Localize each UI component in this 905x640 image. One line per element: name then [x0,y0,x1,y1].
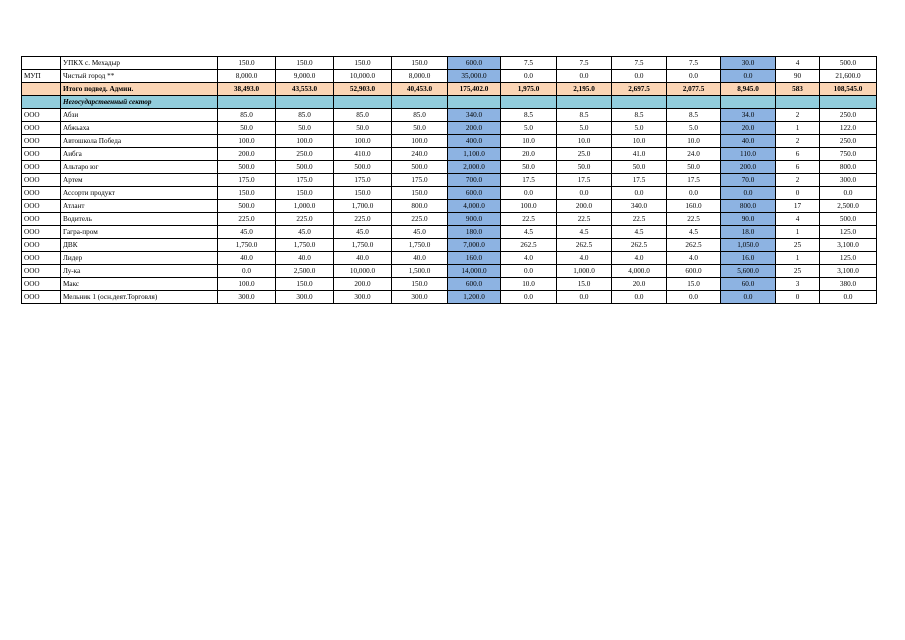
value-cell: 110.0 [721,148,776,161]
value-cell: 1,750.0 [334,239,392,252]
value-cell: 0.0 [612,70,667,83]
value-cell: 0.0 [721,291,776,304]
org-type-cell: ООО [22,109,61,122]
org-name-cell: Водитель [61,213,218,226]
value-cell: 85.0 [392,109,448,122]
value-cell: 25 [776,265,820,278]
value-cell: 250.0 [820,135,877,148]
value-cell: 45.0 [334,226,392,239]
value-cell: 24.0 [667,148,721,161]
value-cell: 7,000.0 [448,239,501,252]
value-cell: 0.0 [667,291,721,304]
value-cell: 4.5 [501,226,557,239]
value-cell: 225.0 [218,213,276,226]
value-cell: 2 [776,174,820,187]
table-row [22,278,877,291]
value-cell: 340.0 [448,109,501,122]
value-cell [392,96,448,109]
value-cell: 10.0 [501,278,557,291]
value-cell: 8,000.0 [392,70,448,83]
value-cell: 225.0 [334,213,392,226]
value-cell: 262.5 [501,239,557,252]
value-cell: 40.0 [392,252,448,265]
table-row [22,135,877,148]
value-cell: 50.0 [557,161,612,174]
org-name-cell: Автошкола Победа [61,135,218,148]
value-cell: 8.5 [667,109,721,122]
value-cell: 600.0 [667,265,721,278]
value-cell: 200.0 [334,278,392,291]
value-cell: 900.0 [448,213,501,226]
value-cell: 3,100.0 [820,239,877,252]
value-cell: 2 [776,135,820,148]
org-type-cell: ООО [22,265,61,278]
value-cell: 7.5 [667,57,721,70]
value-cell: 38,493.0 [218,83,276,96]
value-cell: 150.0 [392,187,448,200]
value-cell: 85.0 [218,109,276,122]
value-cell: 125.0 [820,252,877,265]
value-cell: 90 [776,70,820,83]
value-cell: 40,453.0 [392,83,448,96]
value-cell: 50.0 [218,122,276,135]
value-cell: 22.5 [557,213,612,226]
value-cell: 15.0 [667,278,721,291]
value-cell [721,96,776,109]
value-cell: 17.5 [612,174,667,187]
value-cell: 4.0 [612,252,667,265]
org-type-cell [22,96,61,109]
value-cell: 2,500.0 [820,200,877,213]
value-cell: 17 [776,200,820,213]
value-cell: 150.0 [392,57,448,70]
value-cell: 750.0 [820,148,877,161]
org-name-cell: Абжьаха [61,122,218,135]
value-cell: 225.0 [276,213,334,226]
value-cell: 0.0 [721,70,776,83]
value-cell: 25.0 [557,148,612,161]
value-cell: 300.0 [392,291,448,304]
value-cell: 15.0 [557,278,612,291]
org-name-cell: Мельник 1 (осн.деят.Торговля) [61,291,218,304]
value-cell: 50.0 [334,122,392,135]
table-row [22,148,877,161]
value-cell: 262.5 [667,239,721,252]
org-type-cell: ООО [22,174,61,187]
value-cell: 700.0 [448,174,501,187]
value-cell: 1,750.0 [276,239,334,252]
value-cell: 1,200.0 [448,291,501,304]
value-cell: 800.0 [721,200,776,213]
value-cell: 10,000.0 [334,265,392,278]
value-cell: 1,500.0 [392,265,448,278]
value-cell: 800.0 [820,161,877,174]
value-cell: 0.0 [557,291,612,304]
value-cell: 150.0 [276,278,334,291]
value-cell: 0.0 [501,291,557,304]
org-type-cell: ООО [22,122,61,135]
value-cell: 0.0 [218,265,276,278]
table-row [22,83,877,96]
value-cell: 200.0 [557,200,612,213]
value-cell: 52,903.0 [334,83,392,96]
value-cell: 500.0 [820,213,877,226]
value-cell: 1,000.0 [557,265,612,278]
value-cell: 0.0 [612,291,667,304]
value-cell: 20.0 [501,148,557,161]
value-cell: 0.0 [820,187,877,200]
org-type-cell: ООО [22,213,61,226]
value-cell: 800.0 [392,200,448,213]
value-cell: 150.0 [218,57,276,70]
value-cell: 8.5 [557,109,612,122]
value-cell: 4 [776,213,820,226]
value-cell: 4.5 [667,226,721,239]
value-cell: 2,077.5 [667,83,721,96]
table-row [22,187,877,200]
value-cell: 22.5 [501,213,557,226]
value-cell: 17.5 [501,174,557,187]
value-cell: 225.0 [392,213,448,226]
value-cell: 5.0 [667,122,721,135]
value-cell: 410.0 [334,148,392,161]
value-cell: 10.0 [501,135,557,148]
value-cell: 2 [776,109,820,122]
value-cell: 9,000.0 [276,70,334,83]
value-cell: 2,697.5 [612,83,667,96]
org-name-cell: Ассорти продукт [61,187,218,200]
value-cell: 100.0 [392,135,448,148]
org-type-cell: ООО [22,187,61,200]
value-cell: 0.0 [612,187,667,200]
value-cell: 10.0 [667,135,721,148]
value-cell: 50.0 [276,122,334,135]
value-cell: 500.0 [218,200,276,213]
value-cell: 0.0 [501,265,557,278]
value-cell: 40.0 [276,252,334,265]
org-name-cell: ДВК [61,239,218,252]
value-cell: 0.0 [667,70,721,83]
value-cell: 175.0 [334,174,392,187]
value-cell [448,96,501,109]
table-body [22,57,877,304]
value-cell: 50.0 [667,161,721,174]
value-cell: 21,600.0 [820,70,877,83]
value-cell: 200.0 [721,161,776,174]
value-cell: 50.0 [501,161,557,174]
value-cell: 300.0 [334,291,392,304]
table-row [22,57,877,70]
value-cell: 160.0 [448,252,501,265]
value-cell: 40.0 [721,135,776,148]
value-cell: 100.0 [218,278,276,291]
value-cell: 20.0 [612,278,667,291]
org-name-cell: Абзи [61,109,218,122]
org-type-cell: ООО [22,239,61,252]
value-cell [276,96,334,109]
value-cell: 500.0 [820,57,877,70]
value-cell: 0.0 [820,291,877,304]
value-cell: 5.0 [612,122,667,135]
value-cell: 8,945.0 [721,83,776,96]
value-cell: 240.0 [392,148,448,161]
value-cell: 3 [776,278,820,291]
value-cell: 4.0 [501,252,557,265]
value-cell [218,96,276,109]
value-cell: 35,000.0 [448,70,501,83]
value-cell: 500.0 [276,161,334,174]
value-cell: 600.0 [448,278,501,291]
value-cell: 1,100.0 [448,148,501,161]
org-type-cell: ООО [22,252,61,265]
table-row [22,70,877,83]
table-row [22,122,877,135]
value-cell [667,96,721,109]
value-cell: 150.0 [334,187,392,200]
org-name-cell: Лу-ка [61,265,218,278]
value-cell: 180.0 [448,226,501,239]
org-name-cell: Чистый город ** [61,70,218,83]
org-name-cell: Артем [61,174,218,187]
value-cell: 380.0 [820,278,877,291]
value-cell: 250.0 [820,109,877,122]
value-cell: 4.0 [557,252,612,265]
value-cell: 500.0 [334,161,392,174]
value-cell: 2,195.0 [557,83,612,96]
table-row [22,161,877,174]
value-cell: 150.0 [276,187,334,200]
value-cell: 1,000.0 [276,200,334,213]
value-cell: 0.0 [557,70,612,83]
value-cell: 60.0 [721,278,776,291]
value-cell: 262.5 [612,239,667,252]
value-cell: 4.0 [667,252,721,265]
value-cell: 22.5 [667,213,721,226]
value-cell: 34.0 [721,109,776,122]
value-cell: 0.0 [501,70,557,83]
value-cell: 50.0 [612,161,667,174]
value-cell: 600.0 [448,57,501,70]
value-cell: 160.0 [667,200,721,213]
value-cell: 45.0 [218,226,276,239]
value-cell: 18.0 [721,226,776,239]
value-cell: 8.5 [501,109,557,122]
value-cell: 41.0 [612,148,667,161]
value-cell: 175,402.0 [448,83,501,96]
value-cell: 122.0 [820,122,877,135]
value-cell: 10.0 [612,135,667,148]
value-cell: 175.0 [392,174,448,187]
org-type-cell: ООО [22,161,61,174]
value-cell: 50.0 [392,122,448,135]
table-row [22,226,877,239]
value-cell: 10.0 [557,135,612,148]
value-cell: 100.0 [218,135,276,148]
value-cell: 3,100.0 [820,265,877,278]
value-cell: 5.0 [557,122,612,135]
value-cell: 175.0 [218,174,276,187]
value-cell: 125.0 [820,226,877,239]
value-cell: 400.0 [448,135,501,148]
table-row [22,213,877,226]
value-cell: 175.0 [276,174,334,187]
value-cell: 10,000.0 [334,70,392,83]
value-cell: 45.0 [392,226,448,239]
value-cell: 300.0 [218,291,276,304]
value-cell: 150.0 [276,57,334,70]
value-cell: 1 [776,252,820,265]
value-cell: 17.5 [667,174,721,187]
value-cell: 583 [776,83,820,96]
value-cell: 600.0 [448,187,501,200]
value-cell: 5,600.0 [721,265,776,278]
org-type-cell [22,83,61,96]
value-cell: 150.0 [334,57,392,70]
value-cell: 500.0 [392,161,448,174]
table-row [22,239,877,252]
value-cell: 108,545.0 [820,83,877,96]
table-row [22,96,877,109]
value-cell: 20.0 [721,122,776,135]
value-cell: 1,050.0 [721,239,776,252]
value-cell: 1,750.0 [392,239,448,252]
value-cell: 200.0 [218,148,276,161]
value-cell: 200.0 [448,122,501,135]
value-cell: 6 [776,161,820,174]
org-name-cell: Гагра-пром [61,226,218,239]
org-name-cell: Лидер [61,252,218,265]
value-cell: 85.0 [276,109,334,122]
org-type-cell: ООО [22,135,61,148]
org-name-cell: Негосударственный сектор [61,96,218,109]
value-cell [776,96,820,109]
value-cell: 340.0 [612,200,667,213]
value-cell: 16.0 [721,252,776,265]
value-cell [612,96,667,109]
value-cell: 8,000.0 [218,70,276,83]
org-type-cell: ООО [22,278,61,291]
value-cell: 43,553.0 [276,83,334,96]
org-type-cell [22,57,61,70]
value-cell: 100.0 [276,135,334,148]
value-cell: 1 [776,226,820,239]
value-cell: 100.0 [334,135,392,148]
value-cell: 300.0 [276,291,334,304]
table-row [22,200,877,213]
value-cell: 0 [776,291,820,304]
org-name-cell: Атлант [61,200,218,213]
value-cell: 4,000.0 [612,265,667,278]
value-cell: 4.5 [557,226,612,239]
table-row [22,265,877,278]
value-cell: 262.5 [557,239,612,252]
value-cell: 0.0 [721,187,776,200]
value-cell: 1,700.0 [334,200,392,213]
value-cell: 30.0 [721,57,776,70]
value-cell: 2,000.0 [448,161,501,174]
org-name-cell: Аибга [61,148,218,161]
org-name-cell: Макс [61,278,218,291]
table-row [22,252,877,265]
data-table [21,56,877,304]
org-type-cell: ООО [22,200,61,213]
value-cell: 250.0 [276,148,334,161]
org-name-cell: Итого подвед. Админ. [61,83,218,96]
value-cell: 4,000.0 [448,200,501,213]
value-cell: 7.5 [557,57,612,70]
value-cell: 0.0 [667,187,721,200]
value-cell: 8.5 [612,109,667,122]
value-cell: 4 [776,57,820,70]
value-cell: 90.0 [721,213,776,226]
value-cell: 25 [776,239,820,252]
value-cell [334,96,392,109]
value-cell: 6 [776,148,820,161]
value-cell: 5.0 [501,122,557,135]
org-name-cell: УПКХ с. Мехадыр [61,57,218,70]
value-cell: 2,500.0 [276,265,334,278]
value-cell: 0 [776,187,820,200]
value-cell: 7.5 [612,57,667,70]
value-cell: 300.0 [820,174,877,187]
value-cell: 7.5 [501,57,557,70]
value-cell: 150.0 [218,187,276,200]
value-cell: 40.0 [218,252,276,265]
value-cell: 17.5 [557,174,612,187]
table-row [22,291,877,304]
value-cell [557,96,612,109]
value-cell: 1,750.0 [218,239,276,252]
table-row [22,174,877,187]
value-cell: 40.0 [334,252,392,265]
value-cell: 150.0 [392,278,448,291]
value-cell [820,96,877,109]
org-type-cell: ООО [22,148,61,161]
table-row [22,109,877,122]
value-cell: 1 [776,122,820,135]
value-cell: 0.0 [501,187,557,200]
org-type-cell: ООО [22,226,61,239]
value-cell: 1,975.0 [501,83,557,96]
value-cell: 0.0 [557,187,612,200]
value-cell: 500.0 [218,161,276,174]
value-cell: 100.0 [501,200,557,213]
value-cell: 85.0 [334,109,392,122]
value-cell: 4.5 [612,226,667,239]
value-cell: 14,000.0 [448,265,501,278]
value-cell: 70.0 [721,174,776,187]
value-cell: 45.0 [276,226,334,239]
org-type-cell: МУП [22,70,61,83]
value-cell [501,96,557,109]
value-cell: 22.5 [612,213,667,226]
org-name-cell: Альтаро юг [61,161,218,174]
org-type-cell: ООО [22,291,61,304]
